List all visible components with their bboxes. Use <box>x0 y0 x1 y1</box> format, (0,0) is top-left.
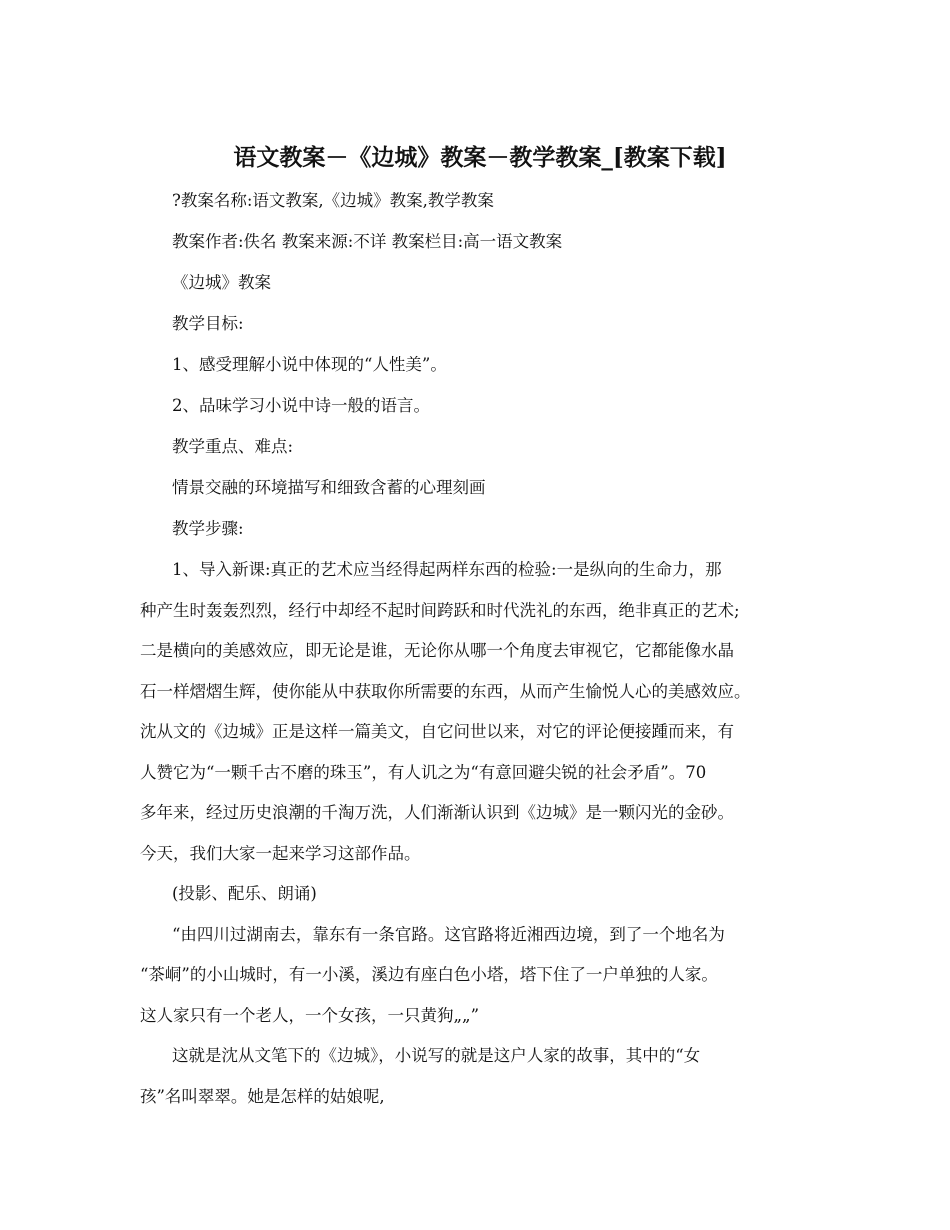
intro-line-7: 多年来，经过历史浪潮的千淘万洗，人们渐渐认识到《边城》是一颗闪光的金砂。 <box>140 803 734 822</box>
intro-line-4: 石一样熠熠生辉，使你能从中获取你所需要的东西，从而产生愉悦人心的美感效应。 <box>140 682 751 701</box>
key-points-text: 情景交融的环境描写和细致含蓄的心理刻画 <box>172 478 486 497</box>
page-title: 语文教案－《边城》教案－教学教案_[教案下载] <box>233 144 727 171</box>
key-points-label: 教学重点、难点: <box>172 437 294 456</box>
goal-item-1: 1、感受理解小说中体现的“人性美”。 <box>172 355 447 374</box>
section-heading: 《边城》教案 <box>172 273 271 292</box>
quote-line-2: “茶峒”的小山城时，有一小溪，溪边有座白色小塔，塔下住了一户单独的人家。 <box>140 965 718 984</box>
goal-item-2: 2、品味学习小说中诗一般的语言。 <box>172 396 430 415</box>
intro-line-5: 沈从文的《边城》正是这样一篇美文，自它问世以来，对它的评论便接踵而来，有 <box>140 722 734 741</box>
meta-line-author: 教案作者:佚名 教案来源:不详 教案栏目:高一语文教案 <box>172 232 563 251</box>
stage-note: (投影、配乐、朗诵) <box>172 884 317 903</box>
goals-label: 教学目标: <box>172 314 244 333</box>
intro-line-2: 种产生时轰轰烈烈，经行中却经不起时间跨跃和时代洗礼的东西，绝非真正的艺术; <box>140 601 740 620</box>
intro-line-3: 二是横向的美感效应，即无论是谁，无论你从哪一个角度去审视它，它都能像水晶 <box>140 641 734 660</box>
intro-line-1: 1、导入新课:真正的艺术应当经得起两样东西的检验:一是纵向的生命力，那 <box>172 560 722 579</box>
meta-line-name: ?教案名称:语文教案,《边城》教案,教学教案 <box>172 191 494 210</box>
closing-line-2: 孩”名叫翠翠。她是怎样的姑娘呢, <box>140 1087 385 1106</box>
quote-line-1: “由四川过湖南去，靠东有一条官路。这官路将近湘西边境，到了一个地名为 <box>172 925 725 944</box>
steps-label: 教学步骤: <box>172 519 244 538</box>
intro-line-8: 今天，我们大家一起来学习这部作品。 <box>140 844 421 863</box>
closing-line-1: 这就是沈从文笔下的《边城》，小说写的就是这户人家的故事，其中的“女 <box>172 1046 701 1065</box>
quote-line-3: 这人家只有一个老人，一个女孩，一只黄狗„„” <box>140 1006 480 1025</box>
intro-line-6: 人赞它为“一颗千古不磨的珠玉”，有人讥之为“有意回避尖锐的社会矛盾”。70 <box>140 763 707 782</box>
